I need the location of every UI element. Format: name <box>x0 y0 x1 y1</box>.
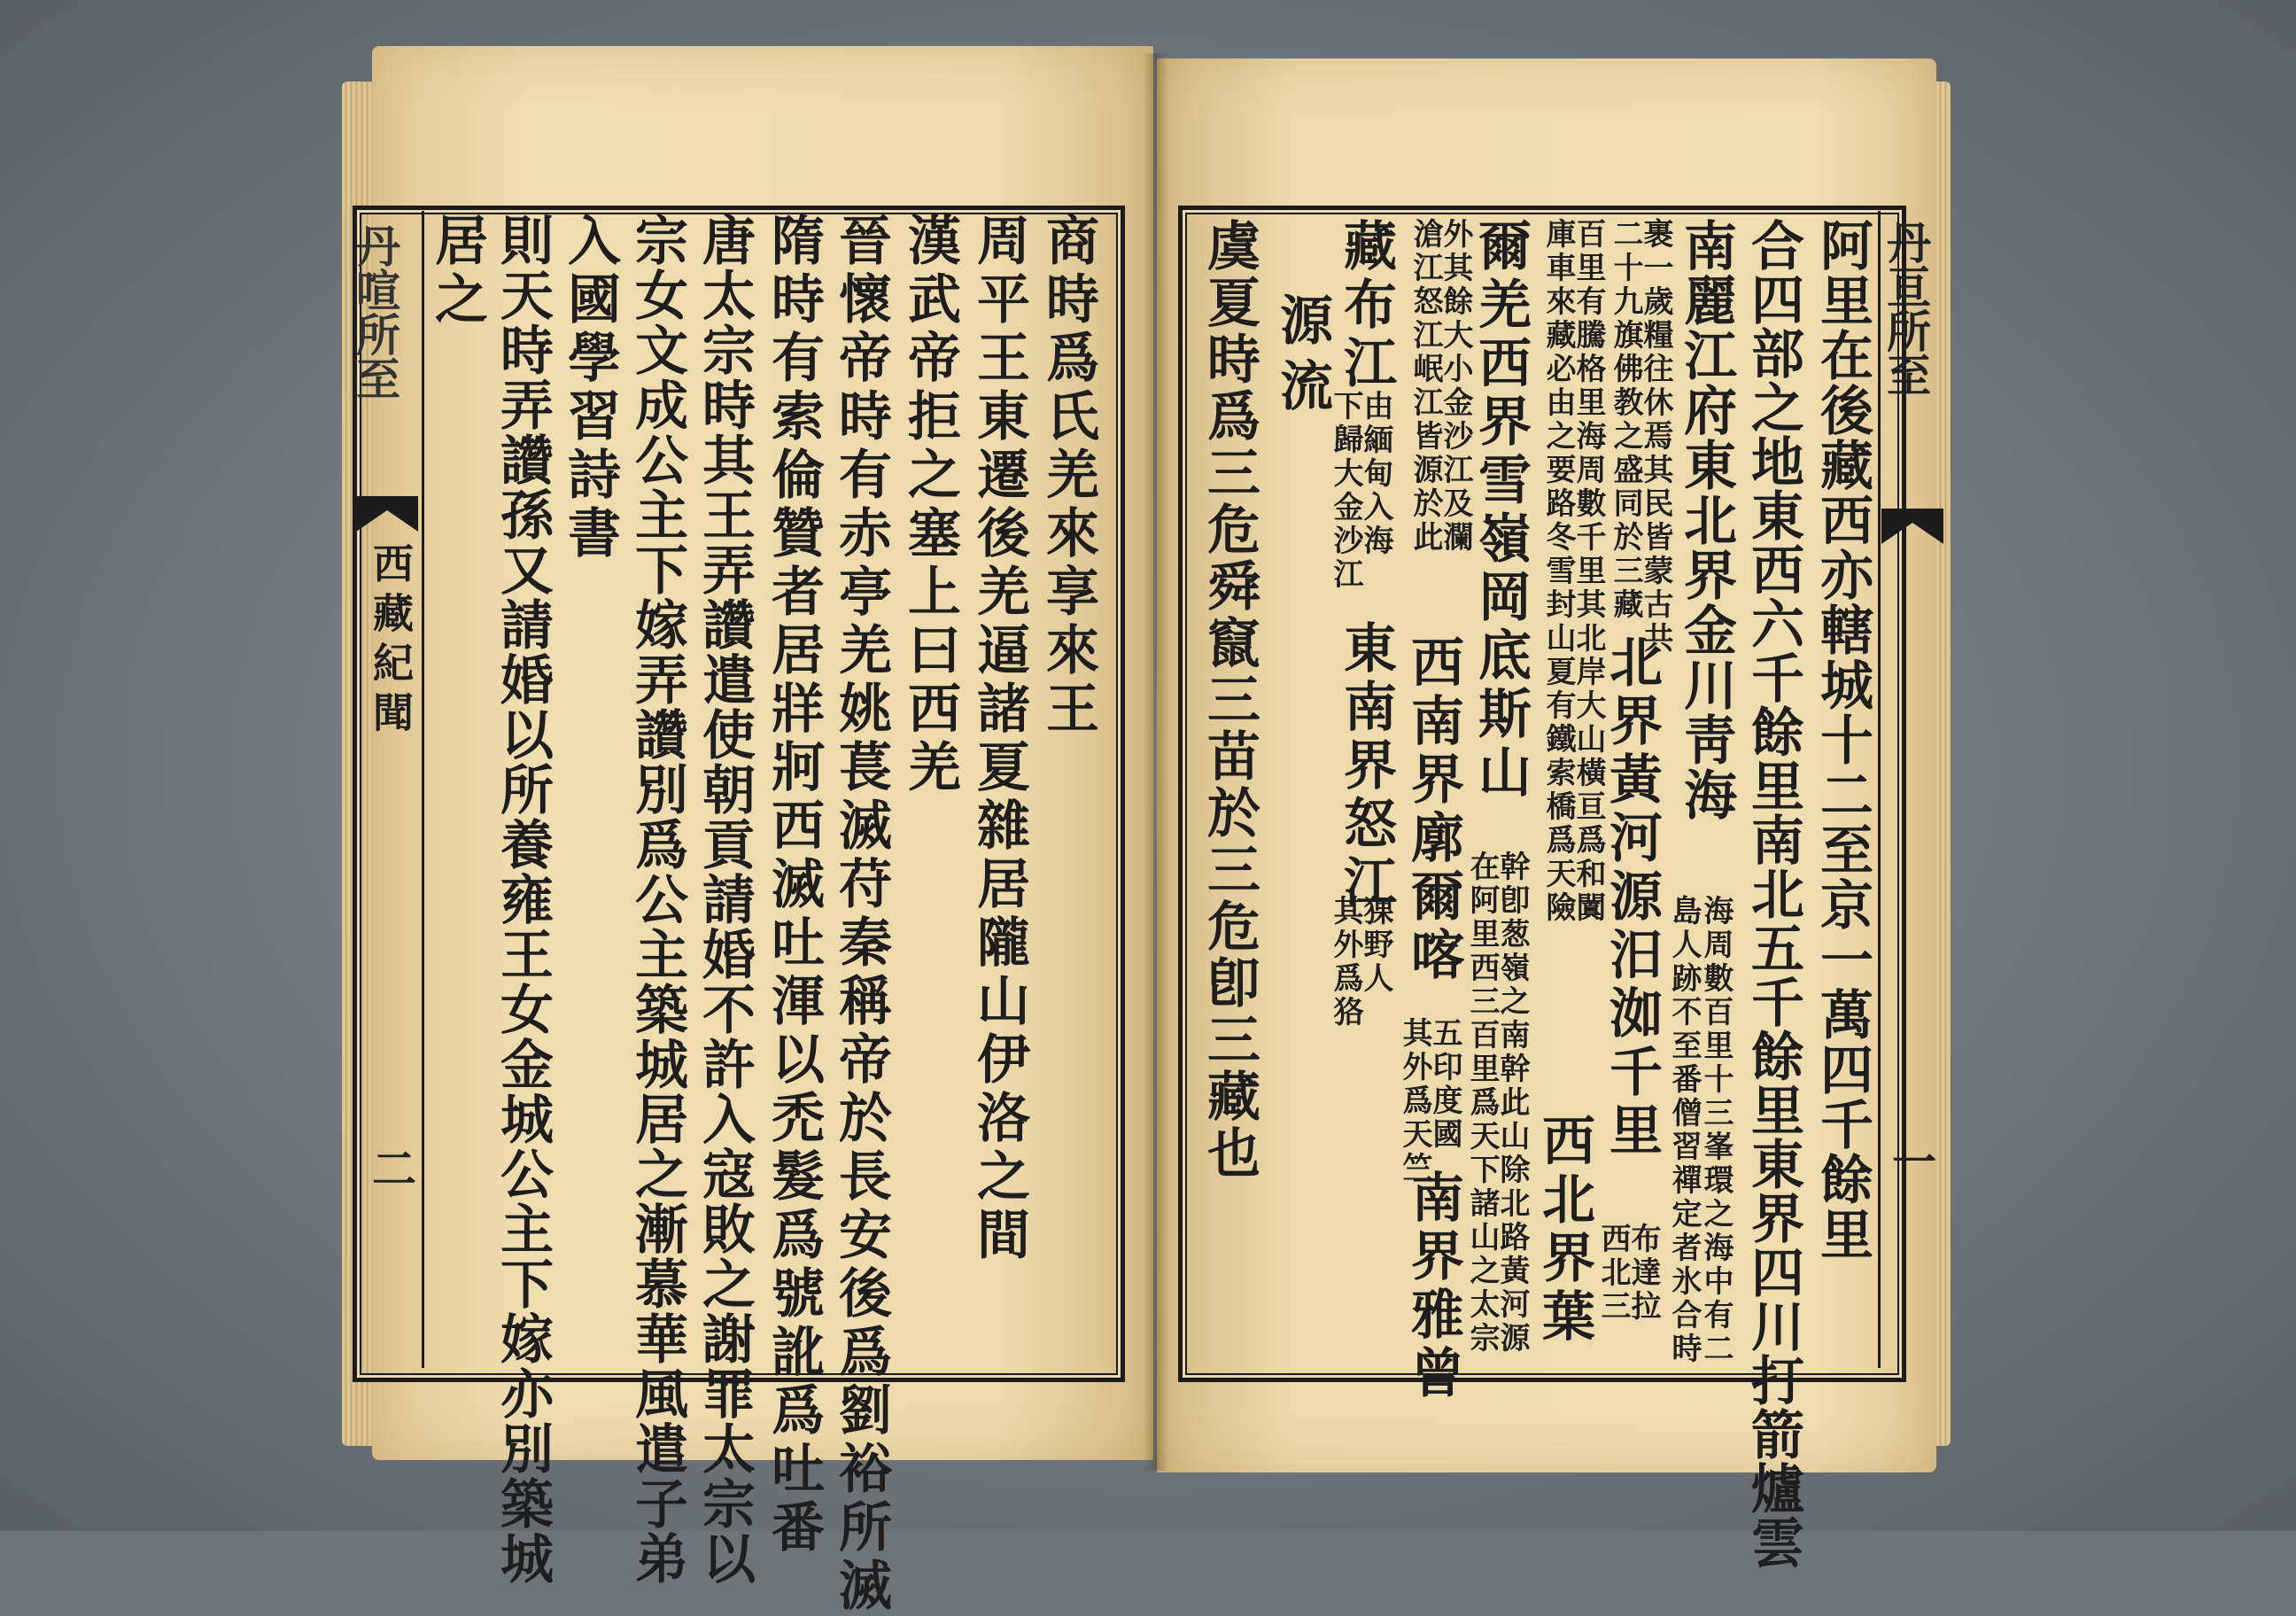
right-column-6-note-a: 幹卽葱嶺之南幹此山除北路黃河源 <box>1494 851 1530 1356</box>
right-column-5-note-a: 百里有騰格里海周數千里其北岸大山橫亘爲和闐 <box>1571 218 1606 925</box>
left-column-8: 入國學習詩書 <box>559 213 621 563</box>
right-column-3-note-b: 島人跡不至番僧習禪定者氷合時 <box>1666 895 1702 1366</box>
book-gutter <box>1143 53 1169 1471</box>
left-book-title: 西藏紀聞 <box>367 542 415 741</box>
left-column-4: 晉懷帝時有赤亭羌姚萇滅苻秦稱帝於長安後爲劉裕所滅 <box>830 213 892 1616</box>
left-column-1: 商時爲氏羌來享來王 <box>1037 213 1099 739</box>
right-column-5-note-b: 庫車來藏必由之要路冬雪封山夏有鐵索橋爲天險 <box>1540 218 1576 925</box>
right-column-7-tail-a: 五印度國 <box>1427 1017 1462 1152</box>
right-column-6-note-b: 在阿里西三百里爲天下諸山之太宗 <box>1464 851 1500 1356</box>
right-column-4-main: 北界黃河源汨洳千里 <box>1601 634 1663 1161</box>
right-column-5-main: 西北界葉 <box>1533 1113 1595 1347</box>
right-column-8-main-2: 東南界怒江 <box>1335 620 1397 913</box>
right-column-8-note-a: 由緬甸入海 <box>1358 390 1393 558</box>
right-column-7-main: 西南界廓爾喀 <box>1402 634 1464 985</box>
right-column-7-note-a: 外其餘大小金沙江及瀾 <box>1438 218 1473 555</box>
right-column-7-main-2: 南界雅曾 <box>1402 1169 1464 1403</box>
right-column-4-tail-b: 西北三 <box>1595 1223 1631 1324</box>
right-column-7-note-b: 滄江怒江岷江皆源於此 <box>1408 218 1443 555</box>
section-heading-yuanliu: 源流 <box>1271 292 1333 423</box>
left-side-title: 丹喧所至 <box>349 223 401 400</box>
right-column-6-main: 爾羌西界雪嶺岡底斯山 <box>1470 218 1532 803</box>
right-column-last: 虞夏時爲三危舜竄三苗於三危卽三藏也 <box>1198 218 1260 1182</box>
right-folio-number: 一 <box>1892 1136 1936 1188</box>
right-column-4-note-a: 裹一歲糧往休焉其民皆蒙古共 <box>1638 218 1673 656</box>
right-column-3-note-a: 海周數百里十三峯環之海中有二 <box>1698 895 1734 1366</box>
left-column-10: 居之 <box>426 213 488 330</box>
left-page-banxin-line <box>422 211 424 1368</box>
right-column-7-tail-b: 其外爲天竺 <box>1397 1017 1432 1185</box>
right-column-8-note-b: 下歸大金沙江 <box>1328 390 1363 592</box>
right-column-2: 合四部之地東西六千餘里南北五千餘里東界四川打箭爐雲 <box>1742 218 1804 1569</box>
right-column-3-main: 南麗江府東北界金川靑海 <box>1675 218 1737 822</box>
left-column-9: 則天時弄讚孫又請婚以所養雍王女金城公主下嫁亦別築城 <box>492 213 554 1586</box>
right-column-8-tail-b: 其外爲狢 <box>1328 895 1363 1029</box>
left-column-6: 唐太宗時其王弄讚遣使朝貢請婚不許入寇敗之謝罪太宗以 <box>694 213 756 1586</box>
left-column-7: 宗女文成公主下嫁弄讚別爲公主築城居之漸慕華風遣子弟 <box>626 213 688 1586</box>
right-column-8-tail-a: 猓野人 <box>1358 895 1393 996</box>
left-column-3: 漢武帝拒之塞上曰西羌 <box>899 213 961 797</box>
right-side-title: 丹亘所至 <box>1880 220 1932 397</box>
left-folio-number: 二 <box>372 1143 416 1195</box>
right-column-8-main: 藏布江 <box>1335 218 1397 393</box>
right-column-4-note-b: 二十九旗佛教之盛同於三藏 <box>1608 218 1643 622</box>
left-column-2: 周平王東遷後羌逼諸夏雜居隴山伊洛之間 <box>968 213 1030 1265</box>
right-column-1: 阿里在後藏西亦轄城十二至京一萬四千餘里 <box>1811 218 1873 1262</box>
left-column-5: 隋時有索倫贊者居牂牁西滅吐渾以禿髮爲號訛爲吐番 <box>763 213 825 1558</box>
right-column-4-tail-a: 布達拉 <box>1625 1223 1661 1324</box>
